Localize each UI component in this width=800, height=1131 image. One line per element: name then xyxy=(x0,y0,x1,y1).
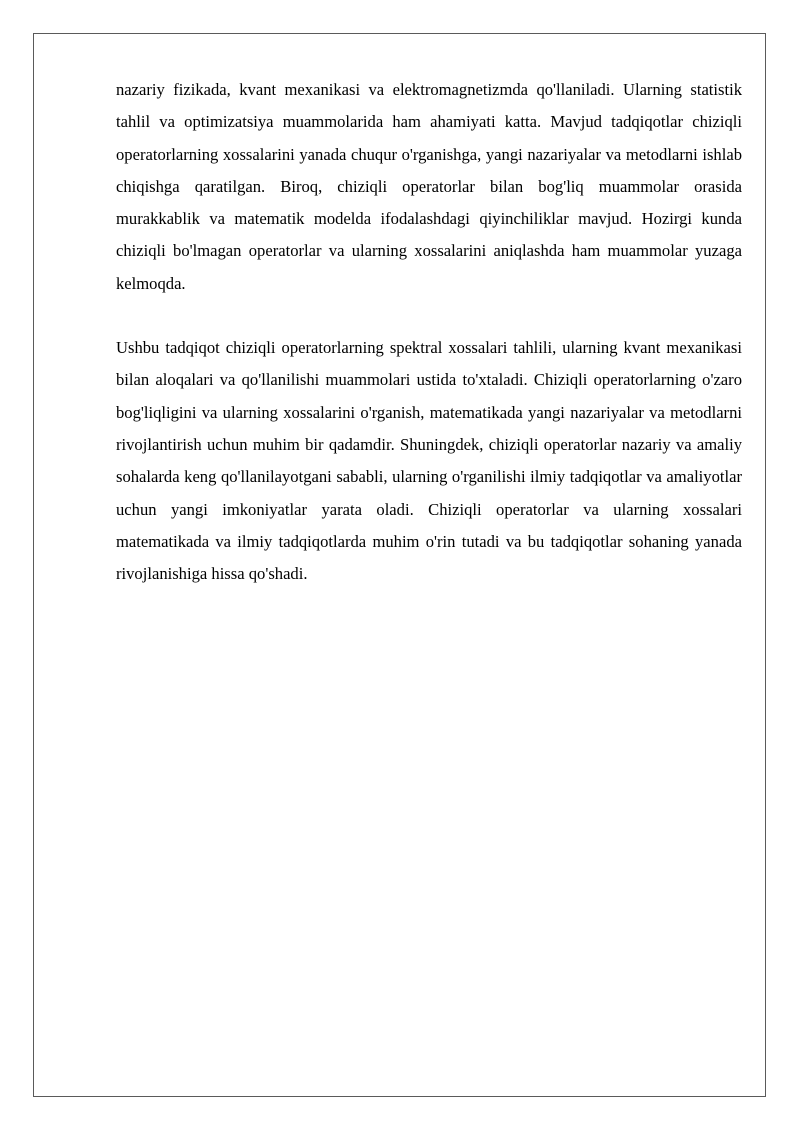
document-body xyxy=(116,74,742,590)
paragraph-1: nazariy fizikada, kvant mexanikasi va elektromagnetizmda qo'llaniladi. Ularning statistik tahlil va optimizatsiya muammolarida ham ahamiyati katta. Mavjud tadqiqotlar chiziqli operatorlarning xossalarini yanada chuqur o'rganishga, yangi nazariyalar va metodlarni ishlab chiqishga qaratilgan. Biroq, chiziqli operatorlar bilan bog'liq muammolar orasida murakkablik va matematik modelda ifodalashdagi qiyinchiliklar mavjud. Hozirgi kunda chiziqli bo'lmagan operatorlar va ularning xossalarini aniqlashda ham muammolar yuzaga kelmoqda. xyxy=(116,80,742,293)
paragraph-2: Ushbu tadqiqot chiziqli operatorlarning spektral xossalari tahlili, ularning kvant mexanikasi bilan aloqalari va qo'llanilishi muammolari ustida to'xtaladi. Chiziqli operatorlarning o'zaro bog'liqligini va ularning xossalarini o'rganish, matematikada yangi nazariyalar va metodlarni rivojlantirish uchun muhim bir qadamdir. Shuningdek, chiziqli operatorlar nazariy va amaliy sohalarda keng qo'llanilayotgani sababli, ularning o'rganilishi ilmiy tadqiqotlar va amaliyotlar uchun yangi imkoniyatlar yarata oladi. Chiziqli operatorlar va ularning xossalari matematikada va ilmiy tadqiqotlarda muhim o'rin tutadi va bu tadqiqotlar sohaning yanada rivojlanishiga hissa qo'shadi. xyxy=(116,338,742,584)
